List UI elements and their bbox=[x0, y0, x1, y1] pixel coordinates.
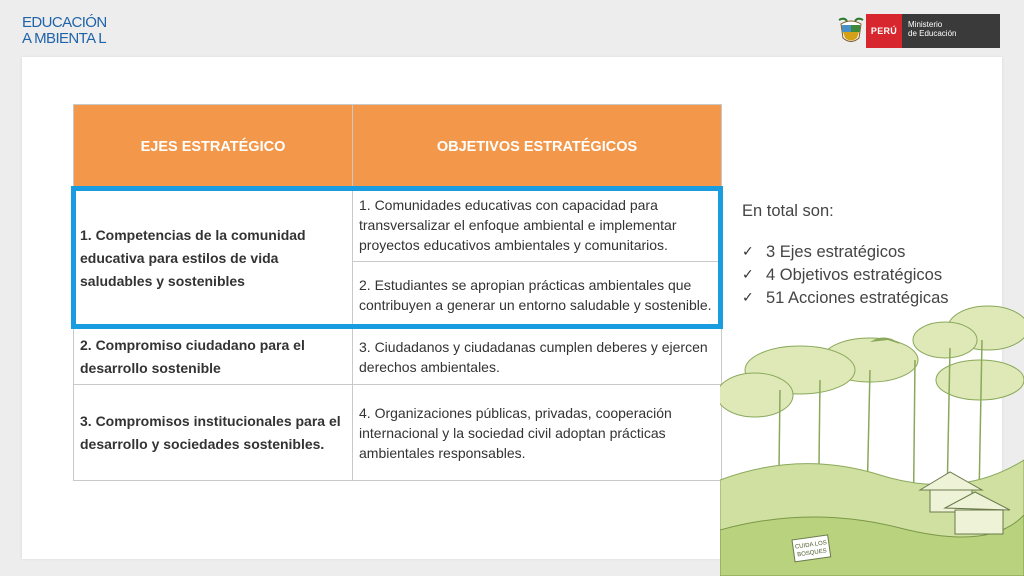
eje-cell: 2. Compromiso ciudadano para el desarrollo sostenible bbox=[74, 329, 353, 385]
summary-box bbox=[742, 202, 949, 310]
ministry-logo bbox=[836, 14, 1000, 48]
objetivo-cell: 3. Ciudadanos y ciudadanas cumplen deberes y ejercen derechos ambientales. bbox=[353, 329, 722, 385]
list-item-label: 4 Objetivos estratégicos bbox=[766, 266, 943, 284]
list-item-label: 3 Ejes estratégicos bbox=[766, 243, 906, 261]
ministry-name-line2: de Educación bbox=[908, 29, 957, 38]
summary-heading: En total son: bbox=[742, 202, 834, 220]
coat-of-arms-icon bbox=[836, 14, 866, 48]
ministry-name-line1: Ministerio bbox=[908, 20, 943, 29]
eje-cell: 3. Compromisos institucionales para el desarrollo y sociedades sostenibles. bbox=[74, 385, 353, 481]
sign-text: CUIDA LOS bbox=[794, 540, 828, 551]
eje-cell: 1. Competencias de la comunidad educativa para estilos de vida saludables y sostenibles bbox=[74, 189, 353, 329]
objetivo-cell: 1. Comunidades educativas con capacidad para transversalizar el enfoque ambiental e implementar proyectos educativos ambientales y comunitarios. bbox=[353, 189, 722, 262]
table-row bbox=[74, 329, 722, 385]
table-header-row bbox=[74, 105, 722, 189]
list-item bbox=[742, 264, 949, 287]
checkmark-icon: ✓ bbox=[742, 267, 754, 283]
objetivo-cell: 2. Estudiantes se apropian prácticas ambientales que contribuyen a generar un entorno saludable y sostenible. bbox=[353, 262, 722, 329]
table-row bbox=[74, 385, 722, 481]
column-header-objetivos: OBJETIVOS ESTRATÉGICOS bbox=[353, 105, 722, 189]
list-item bbox=[742, 241, 949, 264]
checkmark-icon: ✓ bbox=[742, 290, 754, 306]
table-row bbox=[74, 189, 722, 262]
ministry-name bbox=[902, 14, 1000, 48]
section-title-line2: A MBIENTA L bbox=[22, 30, 106, 47]
forest-illustration bbox=[720, 300, 1024, 576]
column-header-ejes: EJES ESTRATÉGICO bbox=[74, 105, 353, 189]
section-title-line1: EDUCACIÓN bbox=[22, 14, 107, 31]
sign-text-2: BOSQUES bbox=[796, 548, 828, 559]
list-item-label: 51 Acciones estratégicas bbox=[766, 289, 949, 307]
objetivo-cell: 4. Organizaciones públicas, privadas, cooperación internacional y la sociedad civil adoptan prácticas ambientales responsables. bbox=[353, 385, 722, 481]
strategic-table bbox=[73, 104, 722, 481]
section-title bbox=[22, 15, 107, 47]
checkmark-icon: ✓ bbox=[742, 244, 754, 260]
country-badge: PERÚ bbox=[866, 14, 902, 48]
